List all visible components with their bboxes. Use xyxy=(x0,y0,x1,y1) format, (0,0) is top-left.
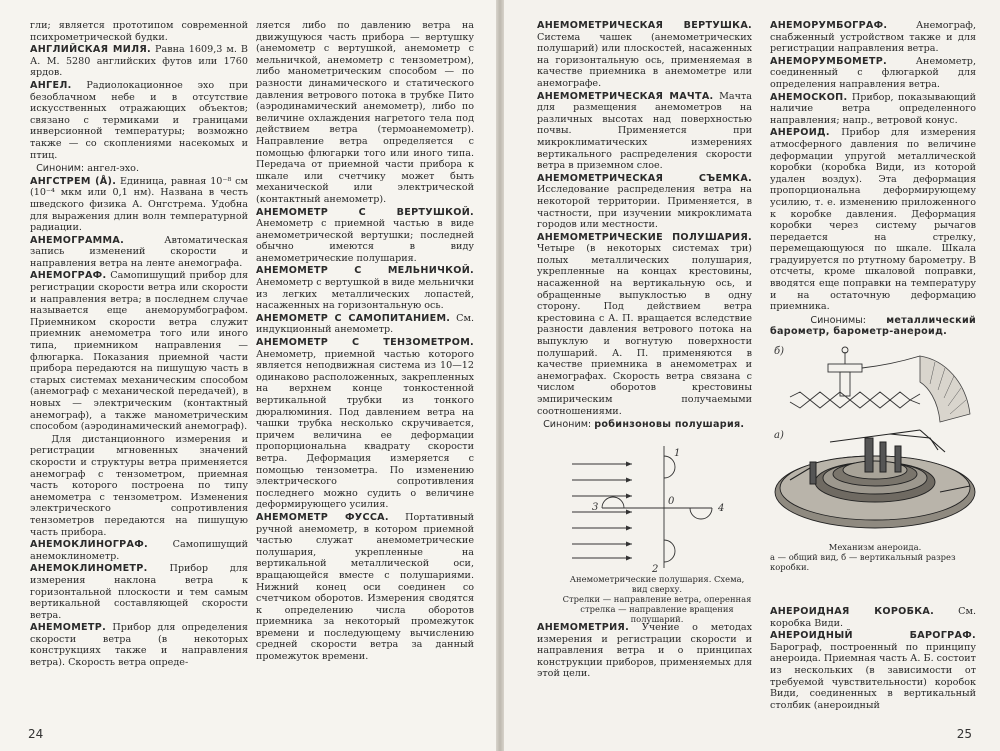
entry-english-mile: АНГЛИЙСКАЯ МИЛЯ. Равна 1609,3 м. В А. М. 5280 английских футов или 1760 ярдов. xyxy=(30,44,248,79)
entry-anemogramma: АНЕМОГРАММА. Автоматическая запись изменений скорости и направления ветра на ленте анемографа. xyxy=(30,234,248,269)
entry-anemometr-fussa: АНЕМОМЕТР ФУССА. Портативный ручной анемометр, в котором приемной частью служат анемометрические полушария, укрепленные на вертикальной металлической оси, вращающейся вместе с полушариями. Нижний конец оси соединен со счетчиком оборотов. Измерения сводятся к определению числа оборотов приемника за некоторый промежуток времени и последующему вычислению средней скорости ветра за данный промежуток времени. xyxy=(256,511,474,663)
entry-anemometr: АНЕМОМЕТР. Прибор для определения скорости ветра (в некоторых конструкциях также и направления ветра). Скорость ветра опреде- xyxy=(30,622,248,669)
fig2-label-a: а) xyxy=(774,430,784,441)
entry-anem-machta: АНЕМОМЕТРИЧЕСКАЯ МАЧТА. Мачта для размещения анемометров на различных высотах над поверхностью почвы. Применяется при микроклиматических измерениях вертикального распределения скорости ветра в приземном слое. xyxy=(537,90,752,172)
figure-hemispheres xyxy=(562,436,752,624)
synonym-polushariya: Синоним: робинзоновы полушария. xyxy=(543,419,745,431)
entry-anemometr-samopitanie: АНЕМОМЕТР С САМОПИТАНИЕМ. См. индукционный анемометр. xyxy=(256,312,474,336)
entry-anemorumbometr: АНЕМОРУМБОМЕТР. Анемометр, соединенный с флюгаркой для определения направления ветра. xyxy=(770,55,976,90)
synonym-aneroid: Синонимы: металлический барометр, барометр-анероид. xyxy=(770,314,976,338)
left-column-2 xyxy=(256,20,474,664)
entry-angstrom: АНГСТРЕМ (Å). Единица, равная 10⁻⁸ см (10⁻⁴ мкм или 0,1 нм). Названа в честь шведского физика А. Онгстрема. Удобна для выражения длин волн температурной радиации. xyxy=(30,175,248,234)
fig2-caption: Механизм анероида. xyxy=(828,542,922,552)
entry-anemograf-para2: Для дистанционного измерения и регистрации мгновенных значений скорости и структуры ветра применяется анемограф с тензометром, приемная часть которого построена по типу анемометра с тензометром. Изменения электрического сопротивления тензометров передаются на пишущую часть прибора. xyxy=(30,433,248,538)
aneroid-drawing xyxy=(770,342,980,542)
entry-aneroid: АНЕРОИД. Прибор для измерения атмосферного давления по величине деформации упругой металлической коробки (коробка Види, из которой удален воздух). Эта деформация пропорциональна деформирующему усилию, т. е. изменению приложенного к коробке давления. Деформация коробки через систему рычагов передается на стрелку, перемещающуюся по шкале. Шкала градуируется по ртутному барометру. В отсчеты, кроме шкаловой поправки, вводятся еще поправки на температуру и на остаточную деформацию приемника. xyxy=(770,127,976,313)
entry-aneroidny-barograf: АНЕРОИДНЫЙ БАРОГРАФ. Барограф, построенный по принципу анероида. Приемная часть А. Б. состоит из нескольких (в зависимости от требуемой чувствительности) коробок Види, соединенных в вертикальный столбик (анероидный xyxy=(770,630,976,711)
entry-aneroidnaya-korobka: АНЕРОИДНАЯ КОРОБКА. См. коробка Види. xyxy=(770,606,976,629)
entry-angel: АНГЕЛ. Радиолокационное эхо при безоблачном небе и в отсутствие искусственных отражающих объектов; связано с термиками и границами инверсионной температуры; возможно также — со скоплениями насекомых и птиц. xyxy=(30,79,248,161)
entry-anemometr-cont: ляется либо по давлению ветра на движущуюся часть прибора — вертушку (анемометр с вертушкой, анемометр с мельничкой, анемометр с тензометром), либо манометрическим способом — по разности динамического и статического давления ветрового потока в трубке Пито (аэродинамический анемометр), либо по величине охлаждения нагретого тела под действием ветра (термоанемометр). Направление ветра определяется с помощью флюгарки того или иного типа. Передача от приемной части прибора к шкале или счетчику может быть механической или электрической (контактный анемометр). xyxy=(256,20,474,205)
fig1-label-0: 0 xyxy=(668,496,675,507)
entry-anemoklinograf: АНЕМОКЛИНОГРАФ. Самопишущий анемоклинометр. xyxy=(30,539,248,562)
entry-anemometriya: АНЕМОМЕТРИЯ. Учение о методах измерения и регистрации скорости и направления ветра и о принципах конструкции приборов, применяемых для этой цели. xyxy=(537,622,752,680)
fig1-label-2: 2 xyxy=(652,564,659,574)
entry-anemometr-melnichka: АНЕМОМЕТР С МЕЛЬНИЧКОЙ. Анемометр с вертушкой в виде мельнички из легких металлических лопастей, насаженных на горизонтальную ось. xyxy=(256,265,474,312)
fig1-label-1: 1 xyxy=(674,448,681,459)
right-column-1 xyxy=(537,20,752,432)
entry-anem-polushariya: АНЕМОМЕТРИЧЕСКИЕ ПОЛУШАРИЯ. Четыре (в некоторых системах три) полых металлических полушария, укрепленные на концах крестовины, насаженной на вертикальную ось, и обращенные выпуклостью в одну сторону. Под действием ветра крестовина с А. П. вращается вследствие разности давления ветрового потока на выпуклую и вогнутую поверхности полушарий. А. П. применяются в качестве приемника в анемометрах и анемографах. Скорость ветра связана с числом оборотов крестовины эмпирическим получаемыми соотношениями. xyxy=(537,231,752,417)
entry-continuation: гли; является прототипом современной психрометрической будки. xyxy=(30,20,248,43)
page-number-right: 25 xyxy=(956,727,972,741)
fig1-caption-2: Стрелки — направление ветра, оперенная стрелка — направление вращения полушарий. xyxy=(562,594,752,624)
left-column-1 xyxy=(30,20,248,670)
page-number-left: 24 xyxy=(28,727,44,741)
entry-anemoklinometr: АНЕМОКЛИНОМЕТР. Прибор для измерения наклона ветра к горизонтальной плоскости и тем самым вертикальной составляющей скорости ветра. xyxy=(30,563,248,621)
hemispheres-diagram xyxy=(562,436,752,574)
fig2-caption-2: а — общий вид, б — вертикальный разрез коробки. xyxy=(770,552,956,572)
entry-anemometr-tenzometr: АНЕМОМЕТР С ТЕНЗОМЕТРОМ. Анемометр, приемной частью которого является неподвижная система из 10—12 одинаково расположенных, закрепленных на верхнем конце тонкостенной вертикальной трубки из тонкого дюралюминия. Под давлением ветра на чашки трубка несколько скручивается, причем величина ее деформации пропорциональна квадрату скорости ветра. Деформация измеряется с помощью тензометра. По изменению электрического сопротивления последнего можно судить о величине деформирующего усилия. xyxy=(256,337,474,511)
entry-anem-vertushka: АНЕМОМЕТРИЧЕСКАЯ ВЕРТУШКА. Система чашек (анемометрических полушарий) или плоскостей, насаженных на горизонтальную ось, применяемая в качестве приемника в анемометре или анемографе. xyxy=(537,20,752,89)
entry-anemorumbograf: АНЕМОРУМБОГРАФ. Анемограф, снабженный устройством также и для регистрации направления ветра. xyxy=(770,20,976,55)
fig1-label-3: 3 xyxy=(592,502,599,513)
right-column-2 xyxy=(770,20,976,339)
right-column-2-bottom xyxy=(770,606,976,712)
entry-anemograf: АНЕМОГРАФ. Самопишущий прибор для регистрации скорости ветра или скорости и направления ветра; в последнем случае называется еще анеморумбографом. Приемником скорости ветра служит приемник анемометра того или иного типа, приемником направления — флюгарка. Показания приемной части прибора передаются на пишущую часть в старых системах механическим способом (анемограф с механической передачей), в новых — электрическим (контактный анемограф), а также манометрическим способом (аэродинамический анемограф). xyxy=(30,270,248,433)
entry-anemoskop: АНЕМОСКОП. Прибор, показывающий наличие ветра определенного направления; напр., ветровой конус. xyxy=(770,91,976,126)
right-column-1-bottom xyxy=(537,622,752,681)
book-gutter xyxy=(496,0,504,751)
left-page xyxy=(0,0,496,751)
figure-aneroid xyxy=(770,342,980,572)
entry-anemometr-vertushka: АНЕМОМЕТР С ВЕРТУШКОЙ. Анемометр с приемной частью в виде анемометрической вертушки; последней обычно имеются в виду анемометрические полушария. xyxy=(256,206,474,264)
fig2-label-b: б) xyxy=(774,346,785,357)
synonym-angel: Синоним: ангел-эхо. xyxy=(36,163,139,175)
fig1-caption: Анемометрические полушария. Схема, вид сверху. xyxy=(569,574,745,594)
entry-anem-semka: АНЕМОМЕТРИЧЕСКАЯ СЪЕМКА. Исследование распределения ветра на некоторой территории. Применяется, в частности, при изучении микроклимата городов или местности. xyxy=(537,172,752,231)
fig1-label-4: 4 xyxy=(718,503,725,514)
